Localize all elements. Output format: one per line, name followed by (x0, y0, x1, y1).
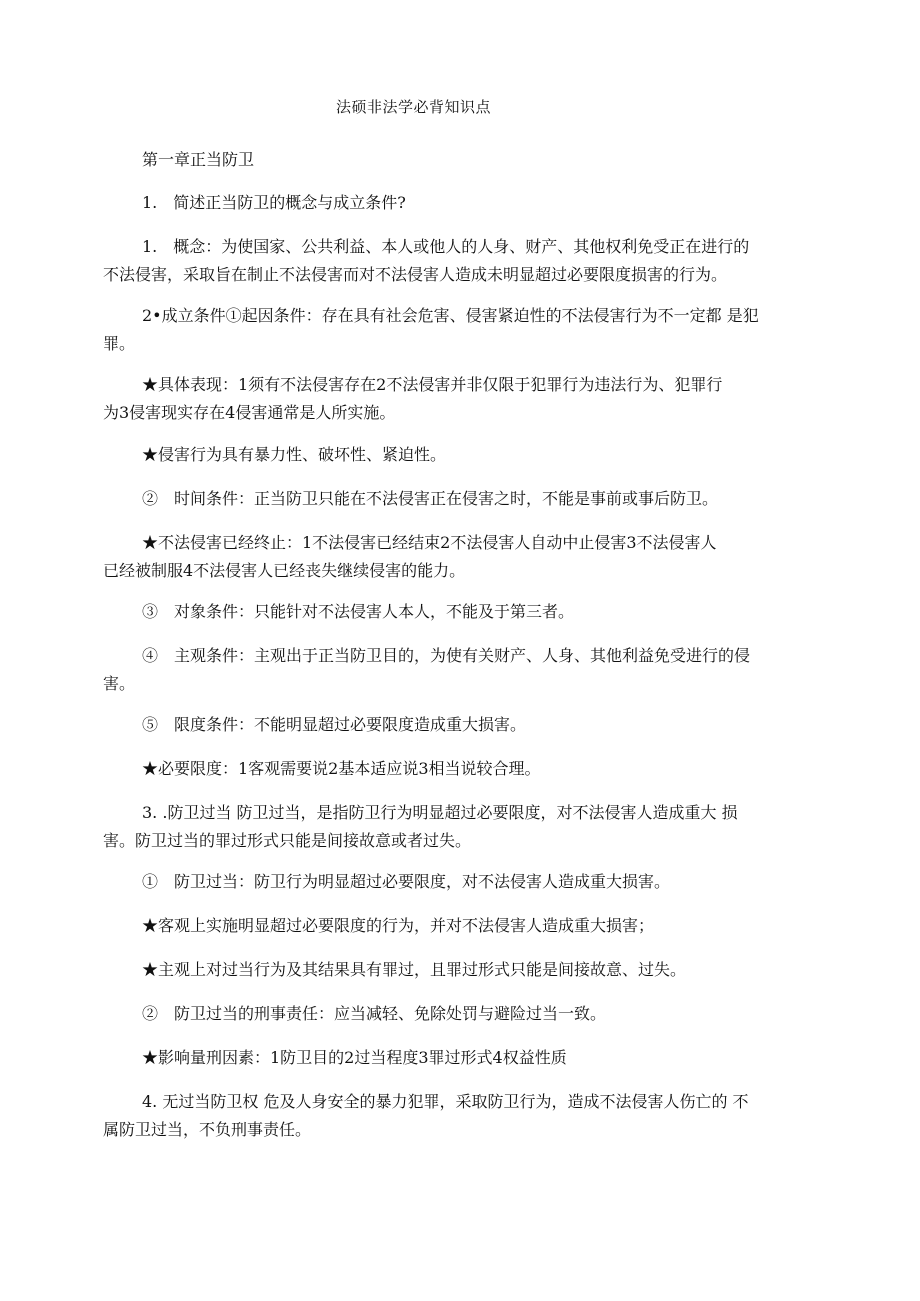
text-line: ④ 主观条件：主观出于正当防卫目的，为使有关财产、人身、其他利益免受进行的侵 (142, 646, 751, 665)
text-line: 1. 简述正当防卫的概念与成立条件? (142, 193, 406, 212)
text-line: 4. 无过当防卫权 危及人身安全的暴力犯罪，采取防卫行为，造成不法侵害人伤亡的 不 (142, 1092, 749, 1111)
paragraph-limit-condition (103, 711, 817, 739)
text-line: 第一章正当防卫 (142, 150, 255, 169)
text-line: 害。 (103, 674, 136, 693)
text-line: ★侵害行为具有暴力性、破坏性、紧迫性。 (142, 445, 447, 464)
text-line: 害。防卫过当的罪过形式只能是间接故意或者过失。 (103, 831, 472, 850)
text-line: 属防卫过当，不负刑事责任。 (103, 1120, 312, 1139)
paragraph-star-termination (103, 529, 817, 585)
text-line: ⑤ 限度条件：不能明显超过必要限度造成重大损害。 (142, 715, 527, 734)
paragraph-star-manifestation (103, 371, 817, 427)
paragraph-object-condition (103, 598, 817, 626)
paragraph-subjective-condition (103, 642, 817, 698)
text-line: 1. 概念：为使国家、公共利益、本人或他人的人身、财产、其他权利免受正在进行的 (142, 237, 750, 256)
paragraph-star-subjective (103, 956, 817, 984)
text-line: ★客观上实施明显超过必要限度的行为，并对不法侵害人造成重大损害； (142, 916, 655, 935)
paragraph-star-sentencing (103, 1044, 817, 1072)
text-line: ① 防卫过当：防卫行为明显超过必要限度，对不法侵害人造成重大损害。 (142, 872, 671, 891)
text-line: 已经被制服4不法侵害人已经丧失继续侵害的能力。 (103, 561, 466, 580)
paragraph-criminal-liability (103, 1000, 817, 1028)
paragraph-excessive-defense-1 (103, 868, 817, 896)
text-line: 3. .防卫过当 防卫过当，是指防卫行为明显超过必要限度，对不法侵害人造成重大 损 (142, 803, 738, 822)
text-line: ② 防卫过当的刑事责任：应当减轻、免除处罚与避险过当一致。 (142, 1004, 607, 1023)
question-heading (103, 189, 817, 217)
paragraph-conditions (103, 302, 817, 358)
paragraph-unlimited-defense (103, 1088, 817, 1144)
text-line: ② 时间条件：正当防卫只能在不法侵害正在侵害之时，不能是事前或事后防卫。 (142, 489, 719, 508)
paragraph-star-objective (103, 912, 817, 940)
text-line: ★影响量刑因素：1防卫目的2过当程度3罪过形式4权益性质 (142, 1048, 567, 1067)
paragraph-star-violence (103, 441, 817, 469)
paragraph-star-necessary-limit (103, 755, 817, 783)
paragraph-concept (103, 233, 817, 289)
text-line: ★必要限度：1客观需要说2基本适应说3相当说较合理。 (142, 759, 541, 778)
text-line: ★具体表现：1须有不法侵害存在2不法侵害并非仅限于犯罪行为违法行为、犯罪行 (142, 375, 723, 394)
text-line: ③ 对象条件：只能针对不法侵害人本人，不能及于第三者。 (142, 602, 575, 621)
text-line: ★不法侵害已经终止：1不法侵害已经结束2不法侵害人自动中止侵害3不法侵害人 (142, 533, 717, 552)
text-line: ★主观上对过当行为及其结果具有罪过，且罪过形式只能是间接故意、过失。 (142, 960, 687, 979)
text-line: 不法侵害，采取旨在制止不法侵害而对不法侵害人造成未明显超过必要限度损害的行为。 (103, 265, 728, 284)
document-title: 法硕非法学必背知识点 (336, 98, 492, 116)
text-line: 2•成立条件①起因条件：存在具有社会危害、侵害紧迫性的不法侵害行为不一定都 是犯 (142, 306, 759, 325)
text-line: 罪。 (103, 334, 136, 353)
text-line: 为3侵害现实存在4侵害通常是人所实施。 (103, 403, 396, 422)
paragraph-excessive-defense (103, 799, 817, 855)
paragraph-time-condition (103, 485, 817, 513)
chapter-heading (103, 146, 817, 174)
